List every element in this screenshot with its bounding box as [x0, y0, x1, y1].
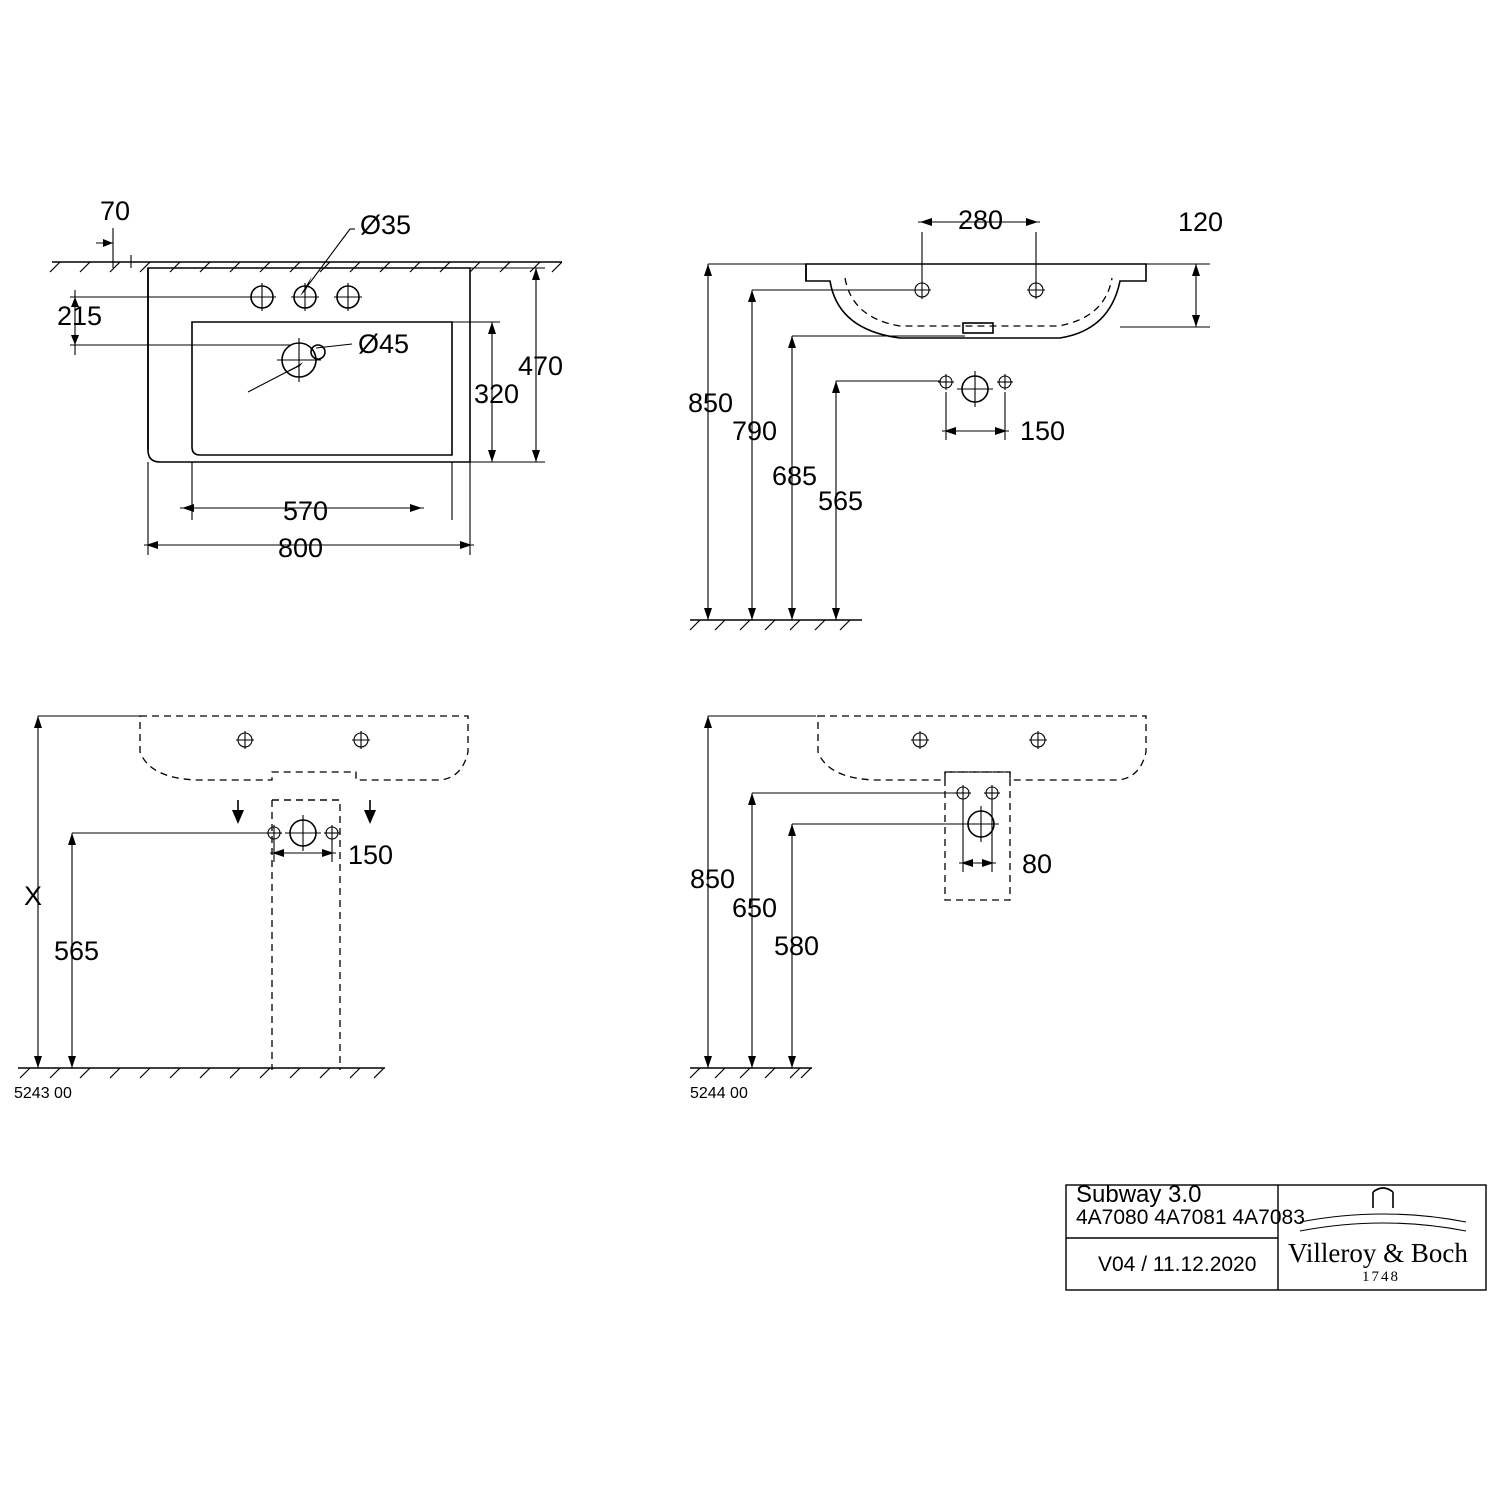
- label-X: X: [24, 881, 43, 911]
- label-800: 800: [278, 533, 324, 563]
- dim-70: [96, 196, 131, 268]
- title-block: [1066, 1181, 1486, 1290]
- dim-650: [732, 793, 957, 1068]
- dim-150-top-right: [942, 392, 1065, 446]
- version-date: V04 / 11.12.2020: [1098, 1253, 1257, 1276]
- label-80: 80: [1022, 849, 1053, 879]
- view-rear-bottom-right: [690, 716, 1146, 1102]
- view-front-elevation-top-right: [688, 205, 1223, 630]
- label-280: 280: [958, 205, 1004, 235]
- dim-685-top-right: [772, 336, 965, 620]
- label-580: 580: [774, 931, 820, 961]
- label-790: 790: [732, 416, 778, 446]
- article-numbers: 4A7080 4A7081 4A7083: [1076, 1206, 1305, 1229]
- label-565-top: 565: [818, 486, 864, 516]
- dim-150-bottom-left: [270, 840, 393, 870]
- product-title: Subway 3.0: [1076, 1181, 1202, 1208]
- label-470: 470: [518, 351, 564, 381]
- dim-120: [1120, 207, 1223, 327]
- brand-year: 1748: [1362, 1269, 1400, 1285]
- dim-565-top-right: [818, 381, 940, 620]
- brand-name: Villeroy & Boch: [1288, 1238, 1468, 1268]
- label-70: 70: [100, 196, 131, 226]
- dim-470: [470, 268, 563, 462]
- label-120: 120: [1178, 207, 1224, 237]
- dim-X: [24, 716, 140, 1068]
- label-570: 570: [283, 496, 329, 526]
- dim-320: [452, 322, 519, 462]
- tap-holes-bottom-right: [911, 731, 1047, 749]
- label-d35: Ø35: [360, 210, 412, 240]
- dim-280: [918, 205, 1040, 284]
- label-150-bottom: 150: [348, 840, 394, 870]
- tap-holes-bottom-left: [236, 731, 370, 749]
- dim-580: [774, 824, 966, 1068]
- dim-80: [959, 800, 1052, 879]
- label-850-bottom: 850: [690, 864, 736, 894]
- view-plan-top-left: [50, 196, 563, 563]
- label-150-top: 150: [1020, 416, 1066, 446]
- rough-in-holes-bottom-left: [266, 815, 340, 851]
- label-d45: Ø45: [358, 329, 410, 359]
- dim-565-bottom-left: [54, 833, 268, 1068]
- label-850-top: 850: [688, 388, 734, 418]
- label-code-5244: 5244 00: [690, 1085, 748, 1102]
- label-215: 215: [57, 301, 103, 331]
- dim-570: [180, 462, 452, 526]
- label-685: 685: [772, 461, 818, 491]
- brand-logo: [1288, 1188, 1468, 1285]
- dim-850-bottom-right: [690, 716, 816, 1068]
- label-565-bottom: 565: [54, 936, 100, 966]
- tap-holes-plan: [248, 283, 362, 311]
- rough-in-holes-top-right: [938, 371, 1013, 407]
- rough-in-holes-bottom-right: [955, 785, 1000, 842]
- view-rear-bottom-left: [14, 716, 468, 1102]
- label-320: 320: [474, 379, 520, 409]
- dim-790-top-right: [732, 290, 916, 620]
- tap-holes-top-right: [913, 281, 1045, 299]
- label-650: 650: [732, 893, 778, 923]
- label-code-5243: 5243 00: [14, 1085, 72, 1102]
